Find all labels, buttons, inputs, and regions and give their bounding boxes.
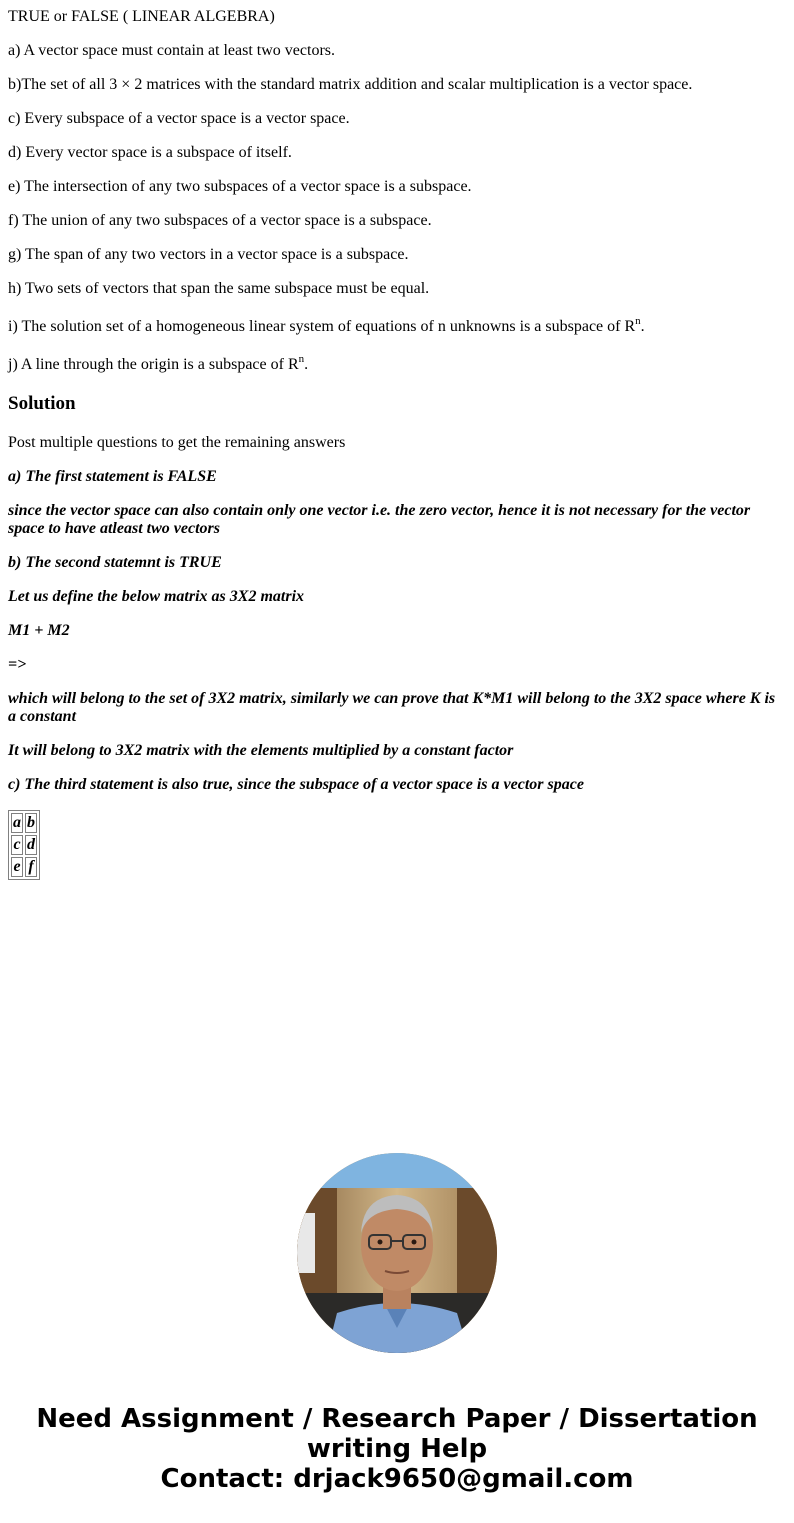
solution-line: which will belong to the set of 3X2 matrix, similarly we can prove that K*M1 will belong to the 3X2 space where K is a constant	[8, 690, 776, 725]
promo-banner	[0, 1404, 794, 1494]
question-item-j	[8, 352, 786, 374]
question-item-f: f) The union of any two subspaces of a vector space is a subspace.	[8, 212, 432, 229]
promo-line-1: Need Assignment / Research Paper / Dissertation writing Help	[36, 1404, 758, 1464]
solution-line: a) The first statement is FALSE	[8, 468, 217, 485]
matrix-cell: e	[11, 857, 23, 877]
question-item-d: d) Every vector space is a subspace of itself.	[8, 144, 292, 161]
superscript-n: n	[635, 314, 641, 327]
question-item-g: g) The span of any two vectors in a vector space is a subspace.	[8, 246, 409, 263]
question-item-b: b)The set of all 3 × 2 matrices with the standard matrix addition and scalar multiplication is a vector space.	[8, 76, 693, 93]
solution-heading: Solution	[8, 393, 76, 414]
solution-line: M1 + M2	[8, 622, 70, 639]
matrix-row	[11, 813, 37, 833]
question-item-a: a) A vector space must contain at least two vectors.	[8, 42, 336, 59]
superscript-n: n	[298, 352, 305, 365]
avatar	[297, 1153, 497, 1353]
matrix-cell: a	[13, 814, 21, 831]
question-item-h: h) Two sets of vectors that span the same subspace must be equal.	[8, 280, 430, 297]
question-item-j-tail: .	[304, 356, 309, 373]
question-item-i-tail: .	[640, 318, 645, 335]
solution-line: It will belong to 3X2 matrix with the elements multiplied by a constant factor	[8, 742, 514, 759]
question-item-i-text: i) The solution set of a homogeneous linear system of equations of n unknowns is a subspace of R	[8, 318, 636, 335]
question-title: TRUE or FALSE ( LINEAR ALGEBRA)	[8, 8, 275, 25]
solution-line: =>	[8, 656, 27, 673]
person-portrait-icon	[297, 1153, 497, 1353]
matrix-cell: c	[11, 835, 23, 855]
solution-intro: Post multiple questions to get the remaining answers	[8, 434, 346, 451]
question-item-e: e) The intersection of any two subspaces of a vector space is a subspace.	[8, 178, 472, 195]
solution-line: Let us define the below matrix as 3X2 matrix	[8, 588, 305, 605]
question-item-i	[8, 314, 786, 336]
matrix-row	[11, 835, 37, 855]
question-item-c: c) Every subspace of a vector space is a vector space.	[8, 110, 350, 127]
solution-line: since the vector space can also contain only one vector i.e. the zero vector, hence it is not necessary for the vector space to have atleast two vectors	[8, 502, 751, 537]
matrix-row	[11, 857, 37, 877]
matrix-cell: d	[27, 836, 35, 853]
matrix-cell: f	[25, 857, 37, 877]
promo-contact: Contact: drjack9650@gmail.com	[160, 1464, 634, 1494]
solution-line: b) The second statemnt is TRUE	[8, 554, 222, 571]
matrix-3x2-table	[8, 810, 40, 880]
question-item-j-text: j) A line through the origin is a subspace of R	[8, 356, 299, 373]
solution-line: c) The third statement is also true, since the subspace of a vector space is a vector space	[8, 776, 584, 793]
matrix-cell: b	[27, 814, 35, 831]
